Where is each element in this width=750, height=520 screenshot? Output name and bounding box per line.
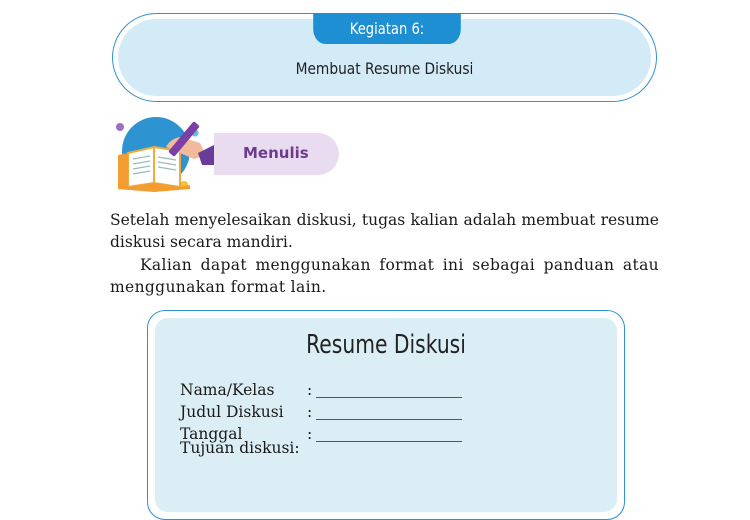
field-colon: : (307, 425, 313, 443)
section-label: Menulis (243, 144, 309, 162)
paragraph-2: Kalian dapat menggunakan format ini sebagai panduan atau menggunakan format lain. (110, 256, 659, 296)
field-blank-line[interactable] (316, 441, 462, 442)
field-colon: : (307, 381, 313, 399)
tujuan-diskusi-label: Tujuan diskusi: (180, 439, 300, 457)
field-label: Tanggal (180, 425, 243, 443)
activity-tab: Kegiatan 6: (313, 13, 461, 44)
resume-title: Resume Diskusi (306, 330, 466, 360)
field-blank-line[interactable] (316, 397, 462, 398)
field-colon: : (307, 403, 313, 421)
field-blank-line[interactable] (316, 419, 462, 420)
writing-book-icon (110, 113, 216, 198)
activity-title: Membuat Resume Diskusi (295, 59, 474, 78)
field-label: Nama/Kelas (180, 381, 275, 399)
paragraph-1: Setelah menyelesaikan diskusi, tugas kalian adalah membuat resume diskusi secara mandiri. (110, 211, 659, 251)
field-label: Judul Diskusi (180, 403, 284, 421)
